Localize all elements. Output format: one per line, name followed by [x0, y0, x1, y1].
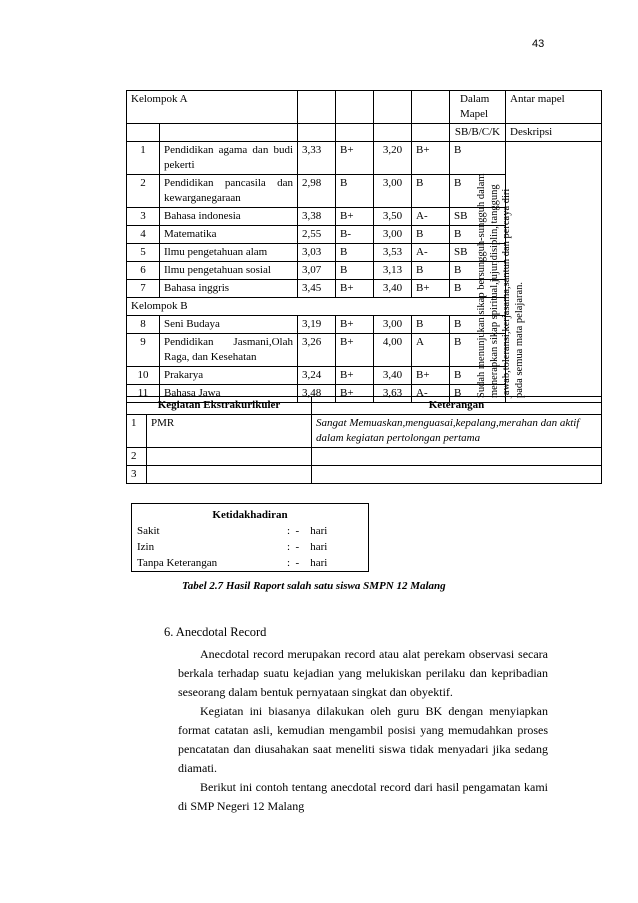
knowledge-predicate: B+	[336, 280, 374, 298]
subject-name: Bahasa inggris	[160, 280, 298, 298]
row-number: 10	[127, 367, 160, 385]
skill-predicate: A-	[412, 385, 450, 403]
skill-score: 3,13	[374, 262, 412, 280]
absence-title-row	[132, 504, 369, 524]
attitude-grade: B	[450, 175, 506, 208]
absence-value: : - hari	[287, 541, 328, 553]
skill-predicate: B	[412, 226, 450, 244]
knowledge-score: 3,45	[298, 280, 336, 298]
row-number: 3	[127, 466, 147, 484]
knowledge-predicate: B+	[336, 334, 374, 367]
knowledge-predicate: B+	[336, 385, 374, 403]
knowledge-predicate: B	[336, 262, 374, 280]
dalam-mapel-label: Dalam Mapel	[450, 91, 506, 124]
activity-note	[312, 466, 602, 484]
description-text: Sudah menunjukan sikap bersungguh-sungguh dalam menerapkan sikap spiritual,jujur,disiplin, tanggung jawab,toleransi,kerjasama,santun dan percaya diri pada semua mata pelajaran.	[476, 173, 525, 398]
row-number: 4	[127, 226, 160, 244]
absence-value: : - hari	[287, 525, 328, 537]
absence-label: Tanpa Keterangan	[137, 557, 218, 569]
skill-score: 3,00	[374, 175, 412, 208]
row-number: 8	[127, 316, 160, 334]
skill-score: 4,00	[374, 334, 412, 367]
row-number: 5	[127, 244, 160, 262]
empty-header-cell	[127, 124, 160, 142]
attitude-grade: B	[450, 367, 506, 385]
description-wrapper	[476, 142, 601, 402]
empty-header-cell	[412, 124, 450, 142]
skill-predicate: B	[412, 262, 450, 280]
deskripsi-label: Deskripsi	[506, 124, 602, 142]
row-number: 7	[127, 280, 160, 298]
activity-name	[147, 448, 312, 466]
knowledge-predicate: B	[336, 175, 374, 208]
subject-name: Prakarya	[160, 367, 298, 385]
row-number: 2	[127, 448, 147, 466]
empty-header-cell	[374, 91, 412, 124]
section-body	[178, 645, 548, 816]
skill-score: 3,00	[374, 316, 412, 334]
table-row	[127, 448, 602, 466]
skill-score: 3,63	[374, 385, 412, 403]
knowledge-score: 3,03	[298, 244, 336, 262]
empty-header-cell	[160, 124, 298, 142]
knowledge-score: 3,07	[298, 262, 336, 280]
table-row	[132, 539, 369, 555]
skill-score: 3,53	[374, 244, 412, 262]
absence-table	[131, 503, 369, 572]
paragraph: Kegiatan ini biasanya dilakukan oleh guru BK dengan menyiapkan format catatan asli, kemudian mengambil posisi yang memudahkan proses pencatatan dan diusahakan saat meneliti siswa tidak menyadari jika sedang diamati.	[178, 704, 548, 775]
section-heading: 6. Anecdotal Record	[164, 625, 267, 639]
header-row-2	[127, 124, 602, 142]
kelompok-a-label: Kelompok A	[127, 91, 298, 124]
row-number: 1	[127, 415, 147, 448]
subject-name: Ilmu pengetahuan alam	[160, 244, 298, 262]
attitude-grade: B	[450, 316, 506, 334]
empty-header-cell	[412, 91, 450, 124]
knowledge-score: 3,26	[298, 334, 336, 367]
skill-predicate: B+	[412, 280, 450, 298]
sb-label: SB/B/C/K	[450, 124, 506, 142]
antar-mapel-label: Antar mapel	[506, 91, 602, 124]
knowledge-predicate: B+	[336, 367, 374, 385]
activity-name: PMR	[147, 415, 312, 448]
skill-score: 3,20	[374, 142, 412, 175]
attitude-grade: B	[450, 280, 506, 298]
empty-header-cell	[298, 91, 336, 124]
extracurricular-table	[126, 396, 602, 484]
table-row	[132, 523, 369, 539]
subject-name: Matematika	[160, 226, 298, 244]
skill-score: 3,00	[374, 226, 412, 244]
activity-column-header: Kegiatan Ekstrakurikuler	[127, 397, 312, 415]
attitude-grade: B	[450, 385, 506, 403]
paragraph: Anecdotal record merupakan record atau alat perekam observasi secara berkala terhadap suatu kejadian yang melukiskan perilaku dan kepribadian seseorang dalam bentuk pernyataan singkat dan obyektif.	[178, 647, 548, 699]
row-number: 2	[127, 175, 160, 208]
skill-score: 3,40	[374, 367, 412, 385]
row-number: 3	[127, 208, 160, 226]
knowledge-score: 3,19	[298, 316, 336, 334]
skill-predicate: A-	[412, 208, 450, 226]
paragraph: Berikut ini contoh tentang anecdotal record dari hasil pengamatan kami di SMP Negeri 12 Malang	[178, 780, 548, 813]
description-cell	[476, 142, 602, 403]
subject-name: Pendidikan agama dan budi pekerti	[160, 142, 298, 175]
header-row-1	[127, 91, 602, 124]
row-number: 9	[127, 334, 160, 367]
subject-name: Seni Budaya	[160, 316, 298, 334]
skill-predicate: B	[412, 175, 450, 208]
absence-label: Izin	[137, 541, 155, 553]
knowledge-predicate: B+	[336, 208, 374, 226]
ekskul-header-row	[127, 397, 602, 415]
absence-value: : - hari	[287, 557, 328, 569]
empty-header-cell	[374, 124, 412, 142]
grades-table	[126, 90, 602, 403]
attitude-grade: B	[450, 334, 506, 367]
subject-name: Pendidikan pancasila dan kewarganegaraan	[160, 175, 298, 208]
subject-name: Bahasa indonesia	[160, 208, 298, 226]
kelompok-b-label: Kelompok B	[127, 298, 506, 316]
page-number: 43	[532, 38, 545, 50]
row-number: 1	[127, 142, 160, 175]
subject-name: Ilmu pengetahuan sosial	[160, 262, 298, 280]
knowledge-score: 2,55	[298, 226, 336, 244]
skill-score: 3,40	[374, 280, 412, 298]
activity-note	[312, 448, 602, 466]
knowledge-score: 3,38	[298, 208, 336, 226]
knowledge-predicate: B	[336, 244, 374, 262]
activity-note: Sangat Memuaskan,menguasai,kepalang,merahan dan aktif dalam kegiatan pertolongan pertama	[312, 415, 602, 448]
attitude-grade: SB	[450, 208, 506, 226]
note-column-header: Keterangan	[312, 397, 602, 415]
skill-predicate: B+	[412, 142, 450, 175]
table-row	[132, 555, 369, 572]
empty-header-cell	[336, 124, 374, 142]
attitude-grade: SB	[450, 244, 506, 262]
knowledge-score: 2,98	[298, 175, 336, 208]
knowledge-score: 3,24	[298, 367, 336, 385]
activity-name	[147, 466, 312, 484]
attitude-grade: B	[450, 262, 506, 280]
table-caption: Tabel 2.7 Hasil Raport salah satu siswa SMPN 12 Malang	[182, 580, 446, 592]
empty-header-cell	[298, 124, 336, 142]
subject-name: Pendidikan Jasmani,Olah Raga, dan Kesehatan	[160, 334, 298, 367]
absence-label: Sakit	[137, 525, 160, 537]
empty-header-cell	[336, 91, 374, 124]
table-row	[127, 466, 602, 484]
knowledge-predicate: B+	[336, 142, 374, 175]
row-number: 11	[127, 385, 160, 403]
row-number: 6	[127, 262, 160, 280]
knowledge-score: 3,33	[298, 142, 336, 175]
skill-predicate: A	[412, 334, 450, 367]
knowledge-predicate: B-	[336, 226, 374, 244]
attitude-grade: B	[450, 142, 506, 175]
absence-title: Ketidakhadiran	[212, 509, 288, 521]
table-row	[127, 142, 602, 175]
knowledge-predicate: B+	[336, 316, 374, 334]
knowledge-score: 3,48	[298, 385, 336, 403]
subject-name: Bahasa Jawa	[160, 385, 298, 403]
table-row	[127, 415, 602, 448]
skill-score: 3,50	[374, 208, 412, 226]
attitude-grade: B	[450, 226, 506, 244]
skill-predicate: A-	[412, 244, 450, 262]
skill-predicate: B	[412, 316, 450, 334]
skill-predicate: B+	[412, 367, 450, 385]
